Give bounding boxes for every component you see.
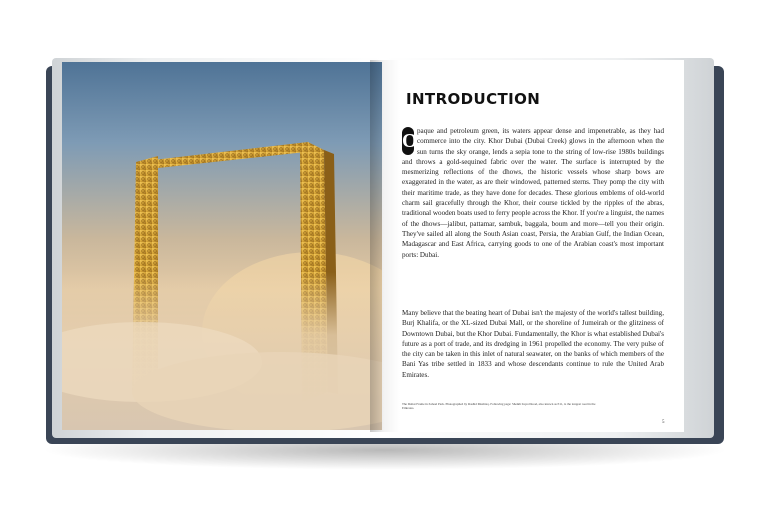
left-page-photo [62, 62, 382, 430]
image-credit-footnote: The Dubai Frame in Zabeel Park. Photographed by Rashid Mushtaq. Following page: Sheikh Zayed Road, also known as E11, is the longest road in the Emirates. [402, 402, 596, 411]
paragraph-1-text: paque and petroleum green, its waters appear dense and impenetrable, as they had commerce into the city. Khor Dubai (Dubai Creek) glows in the afternoon when the sun turns the sky orange, lends a sepia tone to the string of low-rise 1980s buildings and throws a gold-sequined fabric over the water. The surface is interrupted by the mesmerizing reflections of the dhows, the historic vessels whose sharp bows are exaggerated in the water, as are their windowed, patterned sterns. They pomp the city with their maritime trade, as they have done for decades. These glorious emblems of old-world charm sail gracefully through the Khor, their course tickled by the ripples of the abras, traditional wooden boats used to ferry people across the Khor. If you're a linguist, the names of the dhows—jalibut, pattamar, sambuk, baggala, boum and more—tell you their origin. They've sailed all along the South Asian coast, Persia, the Arabian Gulf, the Indian Ocean, Madagascar and East Africa, carrying goods to one of the Arabian coast's most important ports: Dubai. [402, 127, 664, 259]
drop-cap: O [402, 127, 414, 155]
book-spine-shadow [370, 60, 400, 432]
body-paragraph-2: Many believe that the beating heart of Dubai isn't the majesty of the world's tallest building, Burj Khalifa, or the XL-sized Dubai Mall, or the shoreline of Jumeirah or the glitziness of Downtown Dubai, but the Khor Dubai. Fundamentally, the Khor is what established Dubai's future as a port of trade, and its dredging in 1961 propelled the economy. The very pulse of the city can be taken in this inlet of natural seawater, on the banks of which members of the Bani Yas tribe settled in 1833 and whose descendants continue to rule the United Arab Emirates. [402, 309, 664, 379]
dubai-frame-illustration [62, 62, 382, 430]
page-number: 5 [662, 420, 665, 425]
body-paragraph-1 [402, 126, 664, 260]
chapter-heading: INTRODUCTION [406, 90, 541, 108]
frame-top-beam [136, 142, 324, 168]
